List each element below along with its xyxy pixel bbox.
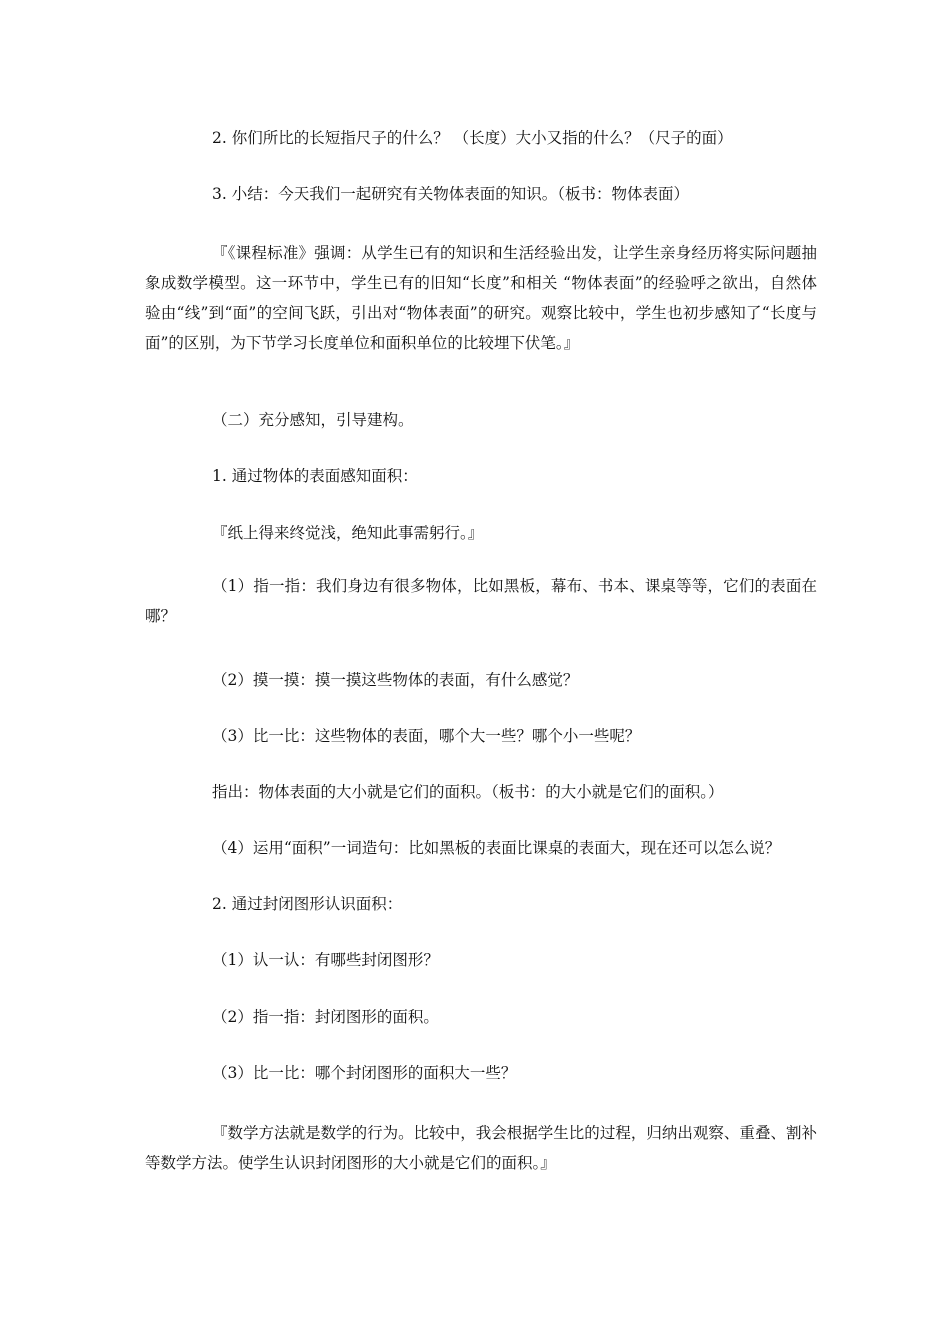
note-math-method-text: 『数学方法就是数学的行为。比较中，我会根据学生比的过程，归纳出观察、重叠、割补等数学方法。使学生认识封闭图形的大小就是它们的面积。』 — [145, 1124, 817, 1172]
note-curriculum-standard — [145, 238, 817, 358]
note-curriculum-text: 『《课程标准》强调：从学生已有的知识和生活经验出发，让学生亲身经历将实际问题抽象成数学模型。这一环节中，学生已有的旧知“长度”和相关 “物体表面”的经验呼之欲出，自然体验由“线”到“面”的空间飞跃，引出对“物体表面”的研究。观察比较中，学生也初步感知了“长度与面”的区别，为下节学习长度单位和面积单位的比较埋下伏笔。』 — [145, 244, 817, 352]
paragraph-quote: 『纸上得来终觉浅，绝知此事需躬行。』 — [212, 524, 484, 542]
paragraph-point-item — [145, 571, 817, 631]
section-heading-perception: （二）充分感知，引导建构。 — [212, 411, 414, 429]
paragraph-touch-item: （2）摸一摸：摸一摸这些物体的表面，有什么感觉？ — [212, 671, 579, 689]
paragraph-identify-item: （1）认一认：有哪些封闭图形？ — [212, 951, 439, 969]
paragraph-point-shape-item: （2）指一指：封闭图形的面积。 — [212, 1008, 439, 1026]
paragraph-step-1: 1. 通过物体的表面感知面积： — [212, 467, 418, 485]
paragraph-summary: 3. 小结：今天我们一起研究有关物体表面的知识。（板书：物体表面） — [212, 185, 689, 203]
paragraph-question-length: 2. 你们所比的长短指尺子的什么？ （长度）大小又指的什么？（尺子的面） — [212, 129, 733, 147]
paragraph-compare-item: （3）比一比：这些物体的表面，哪个大一些？哪个小一些呢？ — [212, 727, 641, 745]
note-math-method — [145, 1118, 817, 1178]
paragraph-point-text: （1）指一指：我们身边有很多物体，比如黑板，幕布、书本、课桌等等，它们的表面在哪？ — [145, 577, 817, 625]
paragraph-step-2: 2. 通过封闭图形认识面积： — [212, 895, 403, 913]
paragraph-compare-shape-item: （3）比一比：哪个封闭图形的面积大一些？ — [212, 1064, 517, 1082]
paragraph-point-out: 指出：物体表面的大小就是它们的面积。（板书：的大小就是它们的面积。） — [212, 783, 724, 801]
paragraph-sentence-item: （4）运用“面积”一词造句：比如黑板的表面比课桌的表面大，现在还可以怎么说？ — [212, 839, 781, 857]
